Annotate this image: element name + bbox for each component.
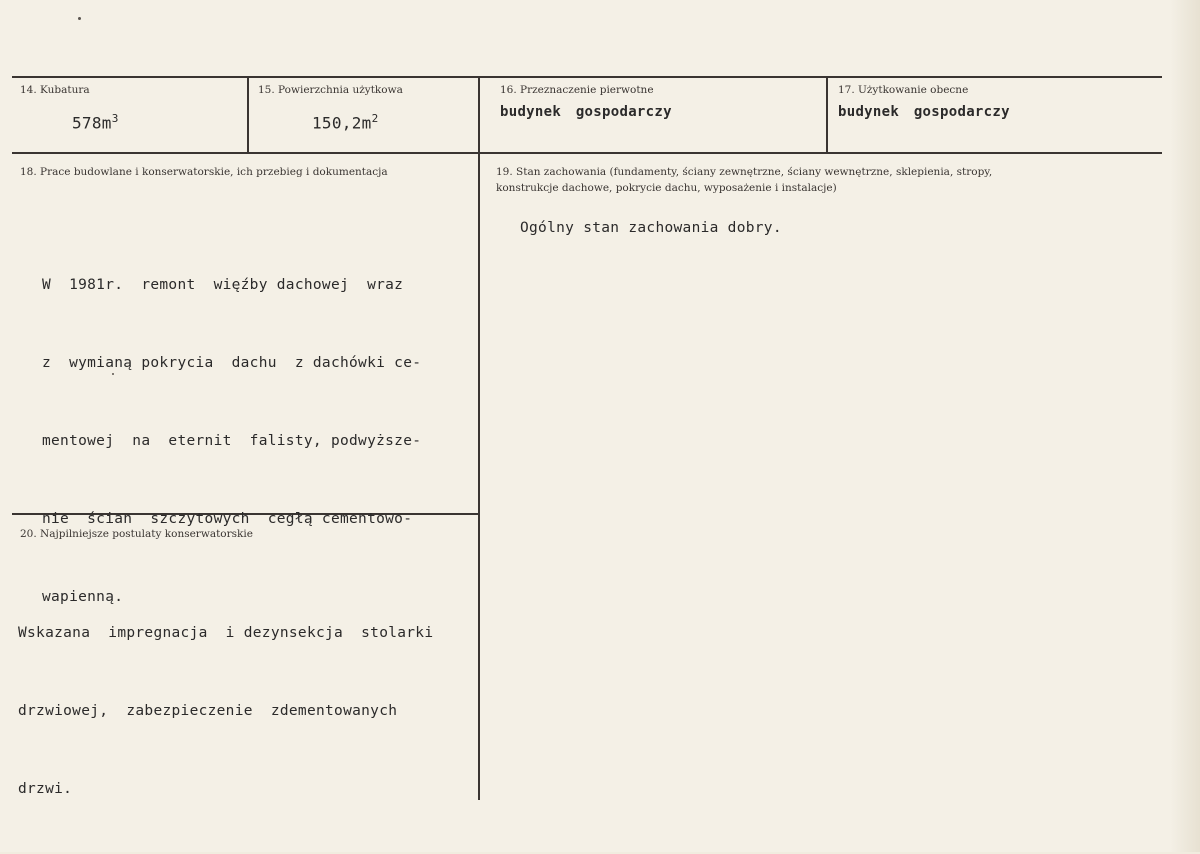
- field-20-line: Wskazana impregnacja i dezynsekcja stolarki: [18, 625, 434, 641]
- grid-line-col3: [826, 76, 828, 152]
- field-16-value: budynek gospodarczy: [500, 104, 672, 120]
- field-15-value: [312, 112, 379, 132]
- field-15-label: 15. Powierzchnia użytkowa: [258, 84, 403, 96]
- field-18-line: wapienną.: [42, 589, 124, 605]
- field-14-label: 14. Kubatura: [20, 84, 90, 96]
- field-19-value: Ogólny stan zachowania dobry.: [520, 220, 782, 236]
- field-18-line: z wymianą pokrycia dachu z dachówki ce-: [42, 355, 422, 371]
- field-20-line: drzwi.: [18, 781, 73, 797]
- field-16-label: 16. Przeznaczenie pierwotne: [500, 84, 654, 96]
- grid-line-top: [12, 76, 1162, 78]
- field-18-line: mentowej na eternit falisty, podwyższe-: [42, 433, 422, 449]
- field-18-line: W 1981r. remont więźby dachowej wraz: [42, 277, 404, 293]
- field-20-label: 20. Najpilniejsze postulaty konserwatorskie: [20, 528, 253, 540]
- field-17-value: budynek gospodarczy: [838, 104, 1010, 120]
- field-15-number: 150,2m: [312, 113, 372, 133]
- field-17-label: 17. Użytkowanie obecne: [838, 84, 969, 96]
- field-19-label-line2: konstrukcje dachowe, pokrycie dachu, wyposażenie i instalacje): [496, 182, 837, 194]
- grid-line-col2: [478, 76, 480, 800]
- field-14-number: 578m: [72, 113, 112, 133]
- field-18-line: nie ścian szczytowych cegłą cementowo-: [42, 511, 413, 527]
- card-edge-shadow: [1170, 0, 1200, 852]
- ink-speck: [78, 17, 81, 20]
- grid-line-row1: [12, 152, 1162, 154]
- field-15-exponent: 2: [371, 112, 379, 125]
- field-18-label: 18. Prace budowlane i konserwatorskie, ich przebieg i dokumentacja: [20, 166, 388, 178]
- field-19-label-line1: 19. Stan zachowania (fundamenty, ściany zewnętrzne, ściany wewnętrzne, sklepienia, stropy,: [496, 166, 993, 178]
- field-20-line: drzwiowej, zabezpieczenie zdementowanych: [18, 703, 398, 719]
- field-20-text: [18, 568, 433, 854]
- field-14-value: [72, 112, 119, 132]
- grid-line-col1: [247, 76, 249, 152]
- field-14-exponent: 3: [111, 112, 119, 125]
